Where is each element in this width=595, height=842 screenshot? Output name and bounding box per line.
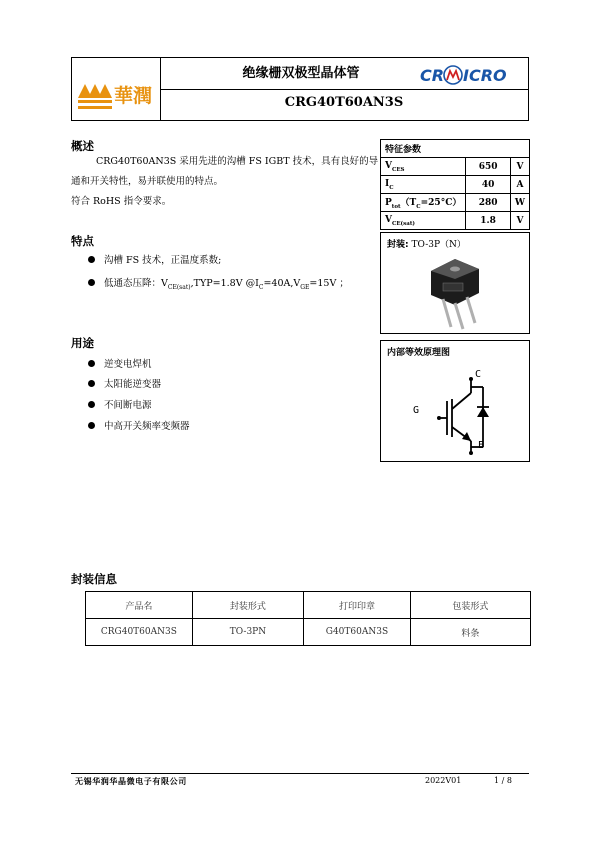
document-title: 绝缘栅双极型晶体管 (242, 66, 360, 81)
feature-item-1: 沟槽 FS 技术，正温度系数; (88, 252, 221, 266)
package-label: 封装: (387, 240, 409, 250)
application-item: 中高开关频率变频器 (88, 418, 190, 432)
crmicro-logo (420, 64, 520, 86)
package-value: TO-3P（N） (411, 240, 466, 250)
overview-line-1: CRG40T60AN3S 采用先进的沟槽 FS IGBT 技术，具有良好的导 (96, 156, 379, 167)
circuit-label: 内部等效原理图 (387, 348, 451, 358)
table-row: $I_C$ 40 A (381, 176, 530, 194)
circuit-box (380, 340, 530, 462)
pin-e-label: E (478, 440, 485, 451)
svg-text:CR: CR (420, 66, 445, 85)
footer-divider (71, 773, 529, 774)
svg-text:ICRO: ICRO (463, 66, 507, 85)
bullet-icon (88, 256, 95, 263)
bullet-icon (88, 422, 95, 429)
igbt-symbol-icon (381, 341, 531, 463)
package-info-table (85, 591, 531, 646)
application-item: 不间断电源 (88, 397, 152, 411)
bullet-icon (88, 401, 95, 408)
part-number: CRG40T60AN3S (284, 95, 404, 110)
table-row: $V_{CE(sat)}$ 1.8 V (381, 212, 530, 230)
to3p-package-icon (421, 253, 491, 331)
features-heading: 特点 (71, 234, 94, 248)
applications-heading: 用途 (71, 336, 94, 350)
package-box (380, 232, 530, 334)
footer-version: 2022V01 (425, 776, 462, 785)
table-row: CRG40T60AN3S TO-3PN G40T60AN3S 料条 (86, 619, 531, 646)
footer-company: 无锡华润华晶微电子有限公司 (75, 777, 187, 786)
table-header-row: 产品名 封装形式 打印印章 包装形式 (86, 592, 531, 619)
svg-text:華潤: 華潤 (114, 85, 153, 107)
table-row: $V_{CES}$ 650 V (381, 158, 530, 176)
pin-c-label: C (475, 369, 482, 380)
footer-page-number: 1 / 8 (494, 776, 512, 785)
table-row: $P_{tot}(T_C=25^\circ C)$ 280 W (381, 194, 530, 212)
application-item: 逆变电焊机 (88, 356, 152, 370)
application-item: 太阳能逆变器 (88, 376, 161, 390)
bullet-icon (88, 380, 95, 387)
spec-table-heading: 特征参数 (381, 140, 530, 158)
spec-table (380, 139, 530, 230)
overview-line-2: 通和开关特性，易并联使用的特点。 (71, 176, 224, 187)
bullet-icon (88, 360, 95, 367)
huarun-logo (76, 66, 156, 114)
overview-heading: 概述 (71, 139, 94, 153)
package-info-heading: 封装信息 (71, 572, 117, 586)
header-box (71, 57, 529, 121)
feature-item-2: 低通态压降：$V_{CE(sat)},TYP=1.8V$ $@I_C=40A,V_{GE}=15V$ ； (88, 275, 349, 291)
pin-g-label: G (413, 405, 420, 416)
overview-line-3: 符合 RoHS 指令要求。 (71, 196, 172, 207)
bullet-icon (88, 279, 95, 286)
